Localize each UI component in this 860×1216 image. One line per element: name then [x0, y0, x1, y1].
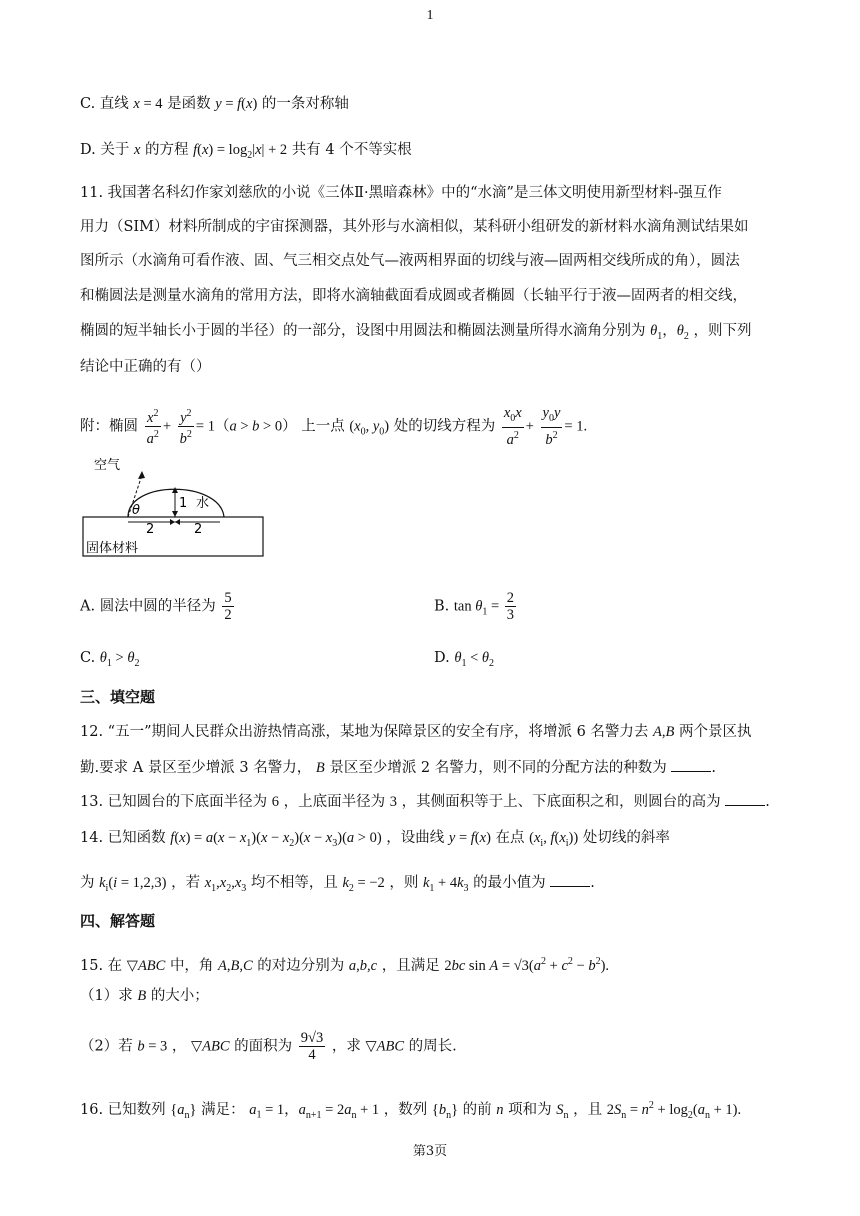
q11-line-2: 用力（SIM）材料所制成的宇宙探测器，其外形与水滴相似，某科研小组研发的新材料水滴角测试结果如 — [80, 219, 749, 235]
base-arrow-mid-right — [175, 519, 180, 525]
base-arrow-mid-left — [170, 519, 175, 525]
q11-attachment: 附：椭圆 $\frac{x^2}{a^2}$ + $\frac{y^2}{b^2}$ = 1（a > b > 0） 上一点 ($x_0$, $y_0$) 处的切线方程为 $\frac{x_0x}{a^2}$ + $\frac{y_0y}{b^2}$ = 1. — [80, 405, 588, 448]
label-two-right: 2 — [194, 522, 203, 537]
q11-option-b: B. $\tan \theta_1$ = $\frac{2}{3}$ — [434, 590, 515, 623]
q11-line-6: 结论中正确的有（） — [80, 359, 211, 375]
q12-line-2: 勤.要求 A 景区至少增派 3 名警力， B 景区至少增派 2 名警力，则不同的分配方法的种数为 . — [80, 757, 716, 778]
q11-option-c: C. $\theta_1 > \theta_2$ — [80, 650, 140, 669]
water-drop-figure — [80, 455, 270, 560]
q14-answer-blank[interactable] — [550, 872, 590, 887]
q11-option-d: D. $\theta_1 < \theta_2$ — [434, 650, 495, 669]
label-two-left: 2 — [146, 522, 155, 537]
section-fill-in-title: 三、填空题 — [80, 688, 156, 706]
q10-option-d: D. 关于 x 的方程 $f(x) = \log_2|x| + 2$ 共有 4 个不等实根 — [80, 142, 412, 161]
q13-answer-blank[interactable] — [725, 791, 765, 806]
page-footer: 第3页 — [412, 1144, 448, 1159]
tangent-arrow-head — [138, 471, 145, 479]
height-arrow-down — [172, 511, 178, 517]
label-air: 空气 — [94, 458, 121, 473]
q15-part-1: （1）求 B 的大小； — [80, 988, 209, 1004]
label-theta: θ — [132, 503, 140, 518]
q11-line-3: 图所示（水滴角可看作液、固、气三相交点处气—液两相界面的切线与液—固两相交线所成的角），圆法 — [80, 253, 740, 269]
q11-line-5: 椭圆的短半轴长小于圆的半径）的一部分，设图中用圆法和椭圆法测量所得水滴角分别为 $\theta_1$，$\theta_2$ ，则下列 — [80, 323, 752, 342]
label-solid: 固体材料 — [86, 541, 139, 556]
q14-line-1: 14. 已知函数 $f(x) = a(x - x_1)(x - x_2)(x - x_3)(a > 0)$ ，设曲线 y = f(x) 在点 ($x_i$, $f(x_i)$) 处切线的斜率 — [80, 830, 670, 849]
q11-option-a: A. 圆法中圆的半径为 $\frac{5}{2}$ — [80, 590, 232, 623]
q14-line-2: 为 $k_i(i = 1,2,3)$ ，若 $x_1,x_2,x_3$ 均不相等，且 $k_2 = -2$ ，则 $k_1 + 4k_3$ 的最小值为 . — [80, 872, 595, 899]
q11-line-4: 和椭圆法是测量水滴角的常用方法，即将水滴轴截面看成圆或者椭圆（长轴平行于液—固两者的相交线， — [80, 288, 747, 304]
q15-line: 15. 在 ▽ABC 中，角 A,B,C 的对边分别为 a,b,c ，且满足 2bc $\sin A = √3(a^2 + c^2 - b^2)$. — [80, 956, 610, 974]
label-water: 水 — [196, 496, 210, 511]
label-one: 1 — [179, 496, 188, 511]
q10-option-c: C. 直线 x = 4 是函数 y = f(x) 的一条对称轴 — [80, 96, 349, 112]
q12-line-1: 12. “五一”期间人民群众出游热情高涨，某地为保障景区的安全有序，将增派 6 名警力去 A,B 两个景区执 — [80, 724, 752, 740]
q16-line: 16. 已知数列 $\{a_n\}$ 满足： $a_1 = 1$，$a_{n+1} = 2a_n + 1$ ，数列 $\{b_n\}$ 的前 n 项和为 $S_n$ ，且 $2S_n = n^2 + \log_2(a_n + 1)$. — [80, 1100, 742, 1121]
section-solve-title: 四、解答题 — [80, 912, 156, 930]
q15-part-2: （2）若 b = 3 ， ▽ABC 的面积为 $\frac{9√3}{4}$ ，求 ▽ABC 的周长. — [80, 1030, 457, 1063]
q11-line-1: 11. 我国著名科幻作家刘慈欣的小说《三体Ⅱ·黑暗森林》中的“水滴”是三体文明使用新型材料-强互作 — [80, 185, 722, 201]
q13-line: 13. 已知圆台的下底面半径为 6 ，上底面半径为 3 ，其侧面积等于上、下底面积之和，则圆台的高为 . — [80, 791, 770, 812]
height-arrow-up — [172, 487, 178, 493]
page-number: 1 — [426, 8, 434, 23]
q12-answer-blank[interactable] — [671, 757, 711, 772]
